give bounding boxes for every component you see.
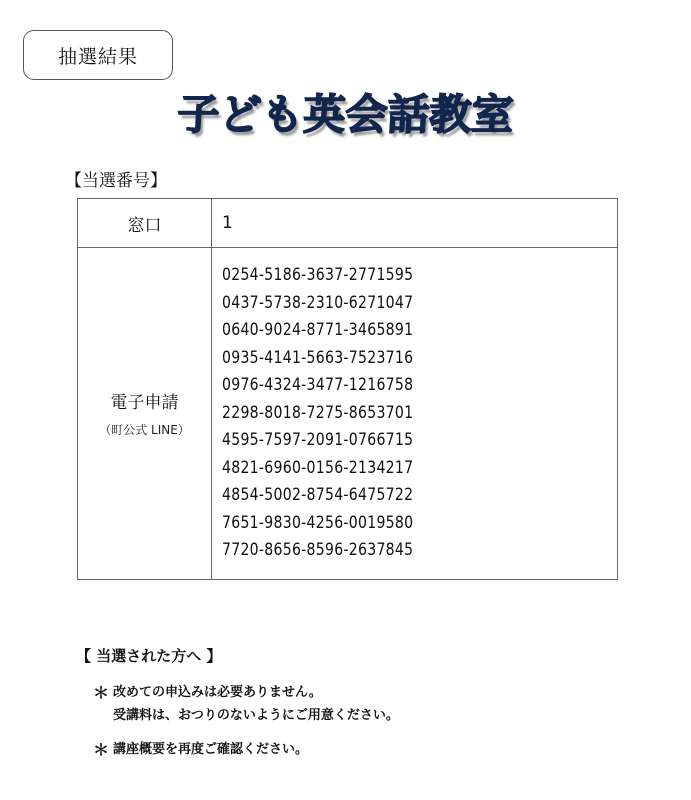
window-label-cell <box>78 199 212 248</box>
notice-text <box>113 738 308 761</box>
winning-number: 0935-4141-5663-7523716 <box>222 347 414 368</box>
winning-number: 7651-9830-4256-0019580 <box>222 512 414 533</box>
window-value: 1 <box>212 199 618 248</box>
result-badge: 抽選結果 <box>23 30 173 80</box>
notice-list <box>93 681 613 772</box>
winning-number: 4821-6960-0156-2134217 <box>222 457 414 478</box>
table-row-online <box>78 248 618 580</box>
window-label: 窓口 <box>127 215 162 236</box>
winning-numbers-table <box>77 198 618 580</box>
winning-number: 0437-5738-2310-6271047 <box>222 292 414 313</box>
notice-item <box>93 738 613 761</box>
notice-line: 講座概要を再度ご確認ください。 <box>113 742 309 757</box>
winning-number: 4595-7597-2091-0766715 <box>222 430 414 450</box>
notice-item <box>93 681 613 727</box>
winning-number: 0254-5186-3637-2771595 <box>222 265 414 285</box>
notice-heading: 【 当選された方へ 】 <box>76 647 222 665</box>
online-label-cell <box>78 248 212 580</box>
winning-number: 4854-5002-8754-6475722 <box>222 485 414 505</box>
page-title: 子ども英会話教室 <box>176 90 515 139</box>
winning-number: 0976-4324-3477-1216758 <box>222 375 414 395</box>
winning-number: 7720-8656-8596-2637845 <box>222 540 414 560</box>
number-list <box>212 248 617 579</box>
asterisk-icon: ＊ <box>93 683 110 702</box>
online-sublabel: （町公式 LINE） <box>99 423 190 438</box>
notice-text <box>113 681 399 727</box>
notice-line: 受講料は、おつりのないようにご用意ください。 <box>113 708 399 723</box>
table-row-window <box>78 199 618 248</box>
winning-numbers-heading: 【当選番号】 <box>65 171 167 191</box>
online-label: 電子申請 <box>110 393 179 414</box>
winning-number: 0640-9024-8771-3465891 <box>222 320 414 340</box>
winning-number: 2298-8018-7275-8653701 <box>222 402 414 423</box>
online-numbers-cell <box>212 248 618 580</box>
notice-line: 改めての申込みは必要ありません。 <box>113 685 322 700</box>
asterisk-icon: ＊ <box>93 740 110 759</box>
